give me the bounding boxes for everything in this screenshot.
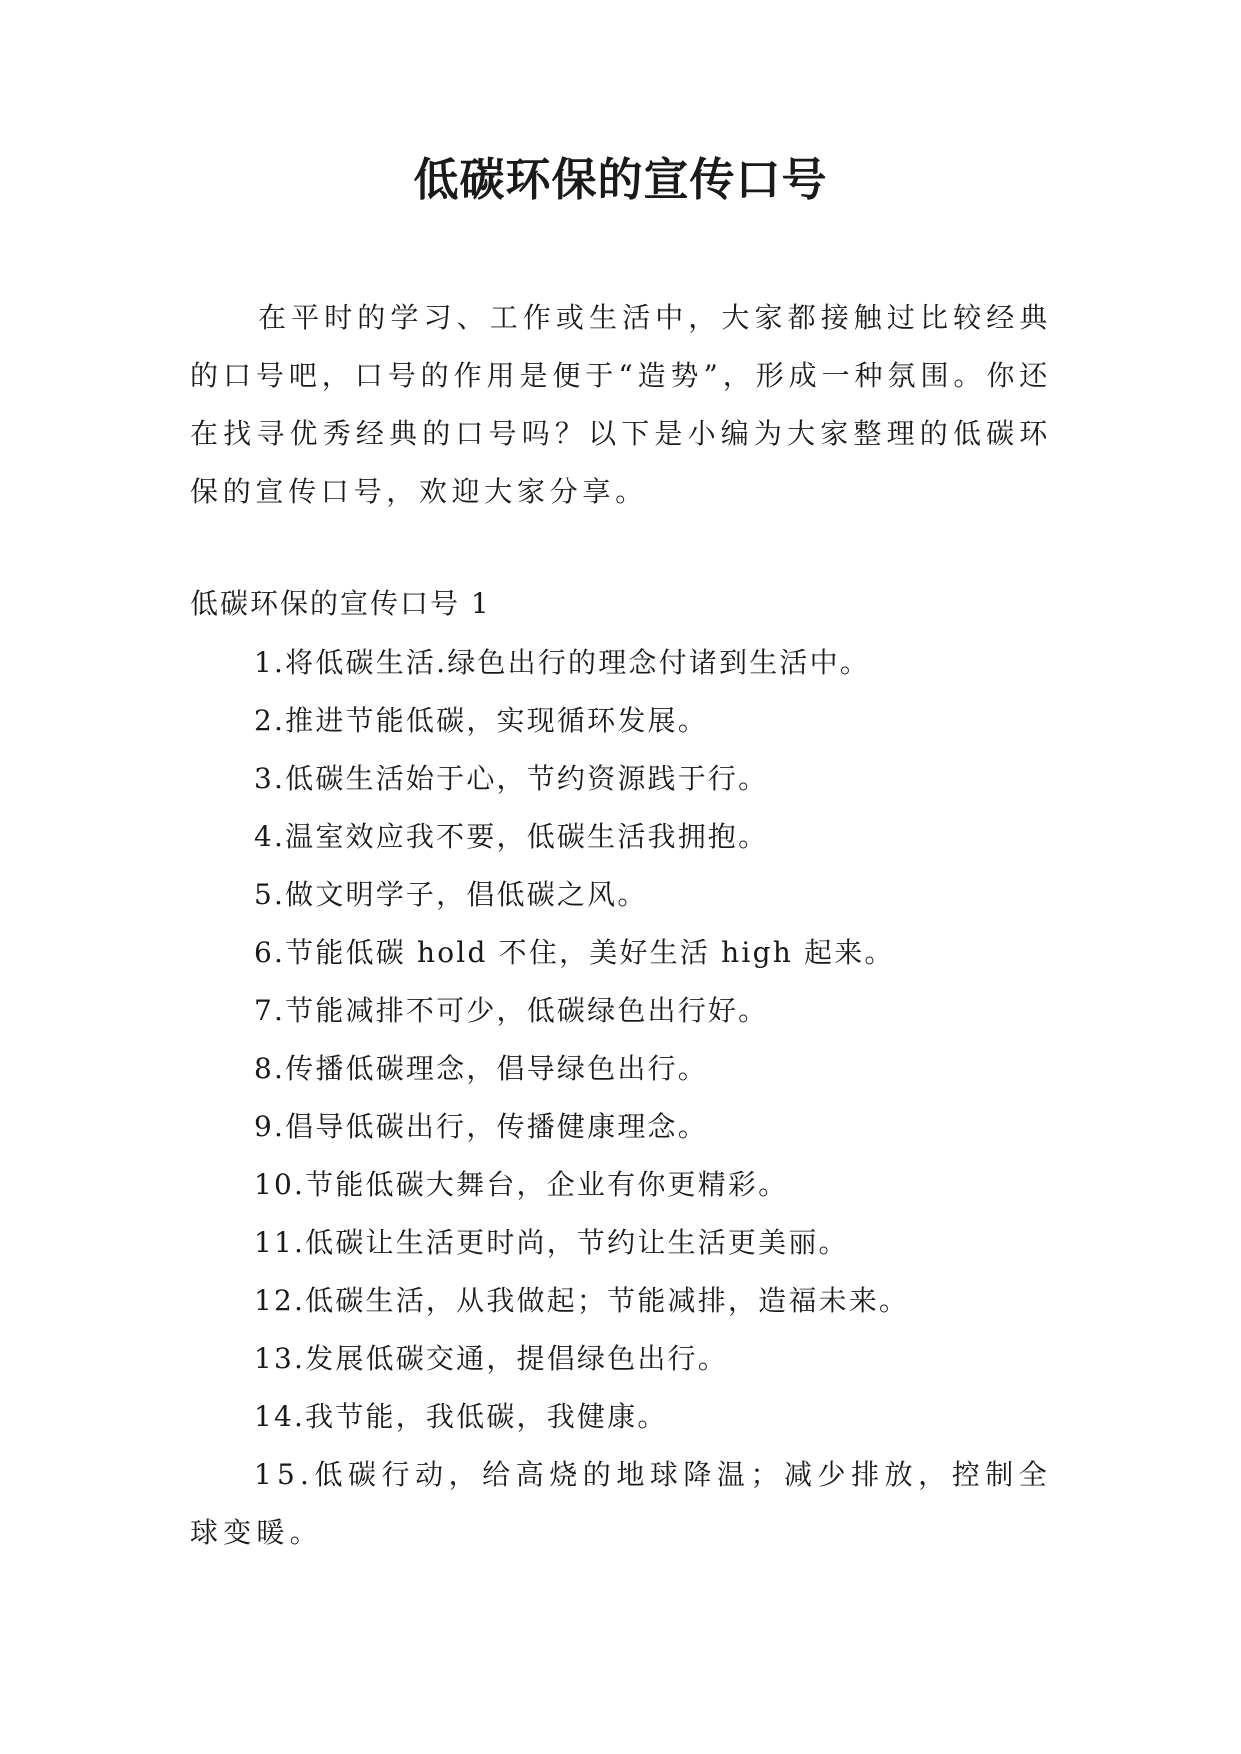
list-item: 9.倡导低碳出行，传播健康理念。 [254,1110,708,1143]
list-item: 1.将低碳生活.绿色出行的理念付诸到生活中。 [254,646,871,679]
list-item: 11.低碳让生活更时尚，节约让生活更美丽。 [254,1226,849,1259]
list-item: 10.节能低碳大舞台，企业有你更精彩。 [254,1168,789,1201]
list-item: 7.节能减排不可少，低碳绿色出行好。 [254,994,769,1027]
list-item: 14.我节能，我低碳，我健康。 [254,1400,668,1433]
page-title: 低碳环保的宣传口号 [413,153,828,206]
list-item: 4.温室效应我不要，低碳生活我拥抱。 [254,820,769,853]
list-item: 6.节能低碳 hold 不住，美好生活 high 起来。 [254,936,895,969]
slogan-list [190,634,1052,1562]
list-item: 5.做文明学子，倡低碳之风。 [254,878,648,911]
list-item: 2.推进节能低碳，实现循环发展。 [254,704,708,737]
intro-paragraph: 在平时的学习、工作或生活中，大家都接触过比较经典的口号吧，口号的作用是便于“造势”，形成一种氛围。你还在找寻优秀经典的口号吗？以下是小编为大家整理的低碳环保的宣传口号，欢迎大家分享。 [190,301,1052,508]
list-item: 8.传播低碳理念，倡导绿色出行。 [254,1052,708,1085]
list-item: 13.发展低碳交通，提倡绿色出行。 [254,1342,728,1375]
list-item: 15.低碳行动，给高烧的地球降温；减少排放，控制全球变暖。 [190,1458,1052,1549]
list-item: 3.低碳生活始于心，节约资源践于行。 [254,762,769,795]
list-item: 12.低碳生活，从我做起；节能减排，造福未来。 [254,1284,910,1317]
section-heading: 低碳环保的宣传口号 1 [190,587,491,620]
